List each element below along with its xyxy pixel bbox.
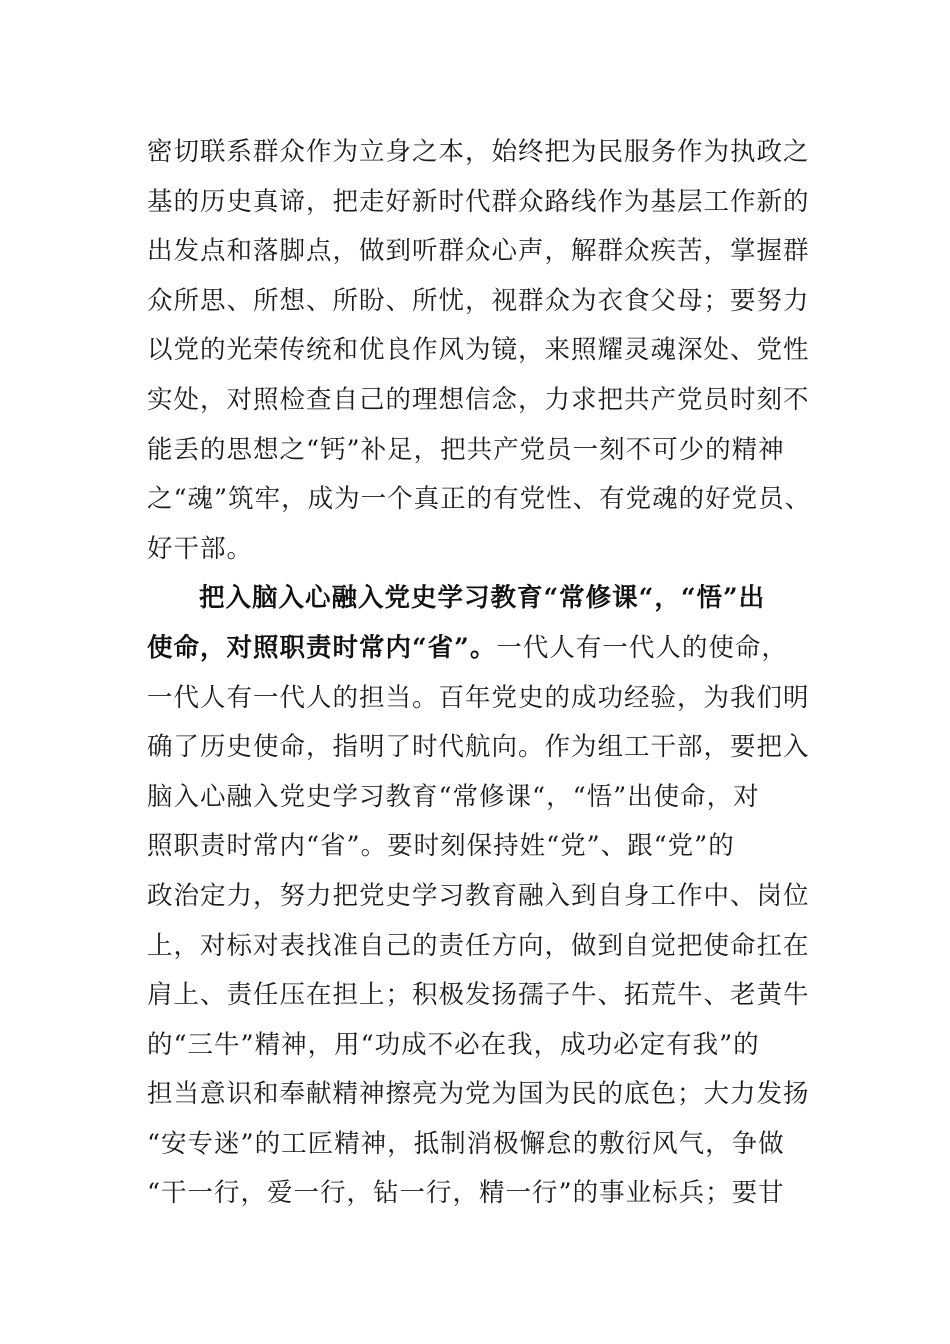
text-line: 实处，对照检查自己的理想信念，力求把共产党员时刻不 [147, 384, 810, 415]
text-line: 政治定力，努力把党史学习教育融入到自身工作中、岗位 [147, 880, 810, 911]
paragraph-2 [147, 574, 810, 1219]
text-line: 担当意识和奉献精神擦亮为党为国为民的底色；大力发扬 [147, 1079, 810, 1110]
text-run: 一代人有一代人的使命， [496, 632, 788, 663]
text-line: 能丢的思想之“钙”补足，把共产党员一刻不可少的精神 [147, 434, 785, 465]
text-line: 以党的光荣传统和优良作风为镜，来照耀灵魂深处、党性 [147, 335, 810, 366]
text-line: 一代人有一代人的担当。百年党史的成功经验，为我们明 [147, 682, 810, 713]
text-line: 密切联系群众作为立身之本，始终把为民服务作为执政之 [147, 137, 810, 167]
text-line: 脑入心融入党史学习教育“常修课“，“悟”出使命，对 [147, 781, 760, 812]
text-line: 肩上、责任压在担上；积极发扬孺子牛、拓荒牛、老黄牛 [147, 980, 810, 1011]
paragraph-1 [147, 128, 812, 574]
text-line: 确了历史使命，指明了时代航向。作为组工干部，要把入 [147, 732, 810, 763]
text-line: 的“三牛”精神，用“功成不必在我，成功必定有我”的 [147, 1029, 760, 1060]
text-line: 众所思、所想、所盼、所忧，视群众为衣食父母；要努力 [147, 285, 810, 316]
text-line: 之“魂”筑牢，成为一个真正的有党性、有党魂的好党员、 [147, 484, 812, 515]
text-line: “安专迷”的工匠精神，抵制消极懈怠的敷衍风气，争做 [147, 1128, 785, 1159]
text-line: 基的历史真谛，把走好新时代群众路线作为基层工作新的 [147, 186, 810, 217]
section-heading: 把入脑入心融入党史学习教育“常修课“，“悟”出 [199, 583, 766, 614]
text-line: 上，对标对表找准自己的责任方向，做到自觉把使命扛在 [147, 930, 810, 961]
document-body [147, 128, 812, 1219]
section-heading-continued: 使命，对照职责时常内“省”。 [147, 632, 497, 663]
text-line: 好干部。 [147, 533, 254, 564]
text-line: 出发点和落脚点，做到听群众心声，解群众疾苦，掌握群 [147, 236, 810, 267]
text-line: “干一行，爱一行，钻一行，精一行”的事业标兵；要甘 [147, 1178, 785, 1209]
text-line: 照职责时常内“省”。要时刻保持姓“党”、跟“党”的 [147, 831, 735, 862]
text-line [147, 624, 807, 674]
